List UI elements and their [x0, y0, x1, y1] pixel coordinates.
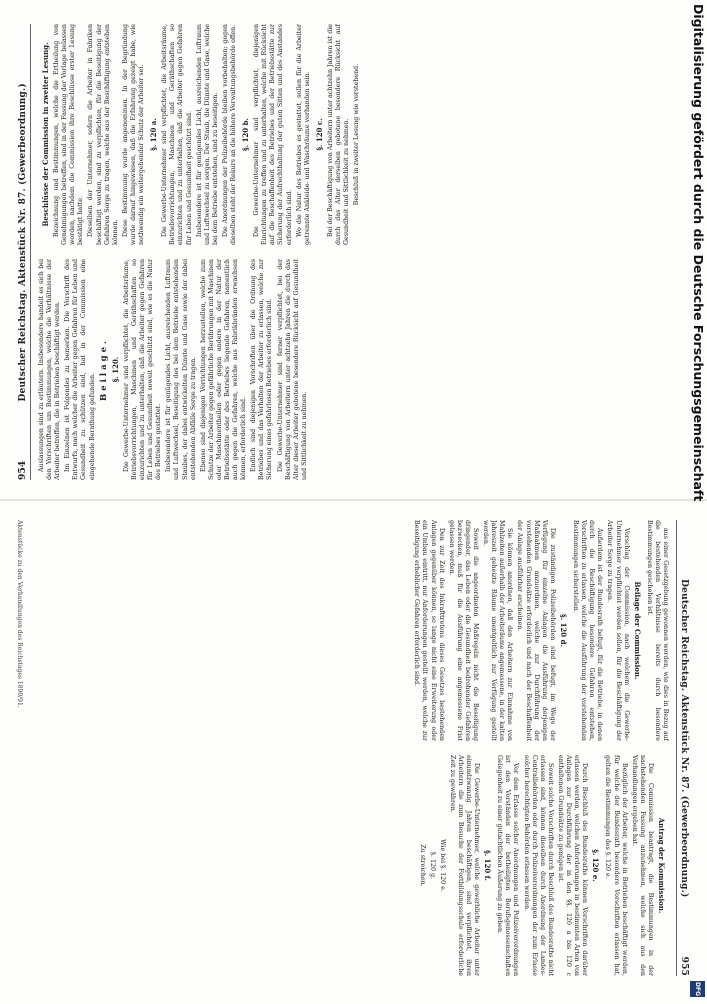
paragraph: Diese Bestimmung wurde angenommen. In der Begründung wurde darauf hingewiesen, daß die Erfahrung gezeigt habe, wie nothwendig ein weitergehender Schutz der Arbeiter sei.	[121, 24, 146, 245]
page-number: 955	[679, 956, 689, 976]
paragraph: Die Gewerbe-Unternehmer sind verpflichtet, die Arbeitsräume, Betriebsvorrichtungen, Maschinen und Geräthschaften so einzurichten und zu unterhalten, daß die Arbeiter gegen Gefahren für Leben und Gesundheit geschützt sind.	[161, 24, 193, 245]
section-heading: Beschlüsse der Commission in zweiter Lesung.	[41, 42, 50, 227]
section-heading: §. 120 f.	[483, 850, 493, 881]
text-column-2	[18, 755, 669, 976]
centered-line: Zu streichen.	[418, 844, 426, 887]
running-title: Deutscher Reichstag. Aktenstück Nr. 87. (Gewerbeordnung.)	[18, 83, 28, 402]
section-heading: §. 120 b.	[241, 118, 251, 151]
paragraph: Die Gewerbe-Unternehmer sind verpflichtet, diejenigen Einrichtungen zu treffen und zu unterhalten, welche mit Rücksicht auf die Beschaffenheit des Betriebes und der Betriebsstätte zur Sicherung der Aufrechthaltung der guten Sitten und des Anstandes erforderlich sind.	[253, 24, 293, 245]
paragraph: Insbesondere ist für genügendes Licht, ausreichenden Luftraum und Luftwechsel, Beseitigung des bei dem Betriebe entstehenden Staubes, der dabei entwickelten Dünste und Gase sowie der dabei entstehenden Abfälle Sorge zu tragen.	[165, 259, 197, 480]
section-heading: Antrag der Kommission.	[657, 817, 666, 914]
centered-line: §. 120 g.	[428, 851, 436, 880]
paragraph: Außerdem ist der Bundesrath befugt, für die Betriebe, in denen durch die Beschäftigung besondere Gefahren entstehen, Vorschriften zu erlassen, welche die Ausführung der vorstehenden Bestimmungen sicherstellen.	[572, 520, 604, 741]
paragraph: Die Gewerbe-Unternehmer, welche gewerbliche Arbeiter unter einundzwanzig Jahren beschäftigen, sind verpflichtet, ihren Arbeitern die zum Besuche der Fortbildungsschule erforderliche Zeit zu gewähren.	[448, 755, 481, 976]
paragraph: Die Commission beantragt, die Bestimmungen in der nachstehenden Fassung anzunehmen, welche sich aus den Verhandlungen ergeben hat.	[630, 755, 654, 976]
dfg-logo: DFG	[690, 981, 705, 997]
paragraph: Endlich sind diejenigen Vorschriften über die Ordnung des Betriebes und das Verhalten der Arbeiter zu erlassen, welche zur Sicherung eines gefahrlosen Betriebes erforderlich sind.	[250, 259, 274, 480]
paragraph: Die Anordnungen der Polizeibehörde bleiben vorbehalten; gegen dieselben steht der Rekurs an die höhere Verwaltungsbehörde offen.	[221, 24, 237, 245]
paragraph: Den zur Zeit des Inkrafttretens dieses Gesetzes bestehenden Anlagen gegenüber können, so lange nicht eine Erweiterung oder ein Umbau eintritt, nur Anforderungen gestellt werden, welche zur Beseitigung erheblicher Gefahren erforderlich sind.	[413, 520, 445, 741]
paragraph: Bezüglich der Arbeiter, welche in Betrieben beschäftigt werden, für welche der Bundesrath besondere Vorschriften erlassen hat, gelten die Bestimmungen des §. 120 e.	[604, 755, 628, 976]
section-heading: §. 120 c.	[314, 118, 324, 151]
page-header	[676, 520, 689, 976]
paragraph: Ebenso sind diejenigen Vorrichtungen herzustellen, welche zum Schutze der Arbeiter gegen gefährliche Berührungen mit Maschinen oder Maschinentheilen oder gegen andere in der Natur der Betriebsstätte oder des Betriebes liegende Gefahren, namentlich auch gegen die Gefahren, welche aus Fabrikbränden erwachsen können, erforderlich sind.	[199, 259, 248, 480]
section-heading: §. 120.	[110, 356, 120, 383]
section-heading: §. 120 a.	[149, 118, 159, 151]
text-column-2	[38, 24, 689, 245]
page-955	[0, 500, 707, 1000]
section-heading: §. 120 e.	[591, 849, 601, 882]
paragraph: Durch Beschluß des Bundesraths können Vorschriften darüber erlassen werden, welchen Anforderungen in bestimmten Arten von Anlagen zur Durchführung der in den §§. 120 a bis 120 c enthaltenen Grundsätze zu genügen ist.	[556, 755, 589, 976]
centered-line: Beschluß in zweiter Lesung wie vorstehend.	[353, 63, 361, 206]
section-title: Beilage.	[98, 338, 109, 401]
section-heading: Beilage der Commission.	[632, 581, 642, 680]
running-title: Deutscher Reichstag. Aktenstück Nr. 87. (Gewerbeordnung.)	[679, 579, 689, 898]
paragraph: Auslassungen sind zu erläutern. Insbesondere handelt es sich bei den Vorschriften um Bestimmungen, welche die Verhältnisse der Arbeiter betreffen, die in Betrieben beschäftigt werden.	[38, 259, 62, 480]
paragraph: Vor dem Erlasse solcher Anordnungen und Polizeiverordnungen ist den Vorständen der betheiligten Berufsgenossenschaften Gelegenheit zu einer gutachtlichen Äußerung zu geben.	[496, 755, 520, 976]
footnote: Aktenstücke zu den Verhandlungen des Reichstages 1890/91.	[16, 520, 23, 708]
page-number: 954	[18, 460, 28, 480]
paragraph: Die Gewerbe-Unternehmer sind ferner verpflichtet, bei der Beschäftigung von Arbeitern unter achtzehn Jahren die durch das Alter dieser Arbeiter gebotene besondere Rücksicht auf Gesundheit und Sittlichkeit zu nehmen.	[276, 259, 308, 480]
page-header	[18, 24, 31, 480]
paragraph: Dieselben der Unternehmer, sofern die Arbeiter in Fabriken beschäftigt werden, sind zu verpflichten, für die Beseitigung der Gefahren Sorge zu tragen, welche aus der Beschäftigung entstehen können.	[87, 24, 119, 245]
paragraph: Im Einzelnen ist Folgendes zu bemerken. Die Vorschrift des Entwurfs, nach welcher die Arbeiter gegen Gefahren für Leben und Gesundheit zu schützen sind, hat in der Commission eine eingehende Berathung gefunden.	[64, 259, 96, 480]
dfg-strip	[689, 0, 707, 1000]
paragraph: Die Gewerbe-Unternehmer sind verpflichtet, die Arbeitsräume, Betriebsvorrichtungen, Maschinen und Geräthschaften so einzurichten und zu unterhalten, daß die Arbeiter gegen Gefahren für Leben und Gesundheit soweit geschützt sind, wie es die Natur des Betriebes gestattet.	[122, 259, 163, 480]
paragraph: Vorschlag der Commission, nach welchem die Gewerbe-Unternehmer verpflichtet werden sollen, für die Beschäftigung der Arbeiter Sorge zu tragen.	[606, 520, 630, 741]
paragraph: Insbesondere ist für genügendes Licht, ausreichenden Luftraum und Luftwechsel zu sorgen. Der Staub, die Dünste und Gase, welche bei dem Betriebe entstehen, sind zu beseitigen.	[195, 24, 219, 245]
paragraph: Soweit die angeordneten Maßregeln nicht die Beseitigung dringender, das Leben oder die Gesundheit bedrohender Gefahren bezwecken, muß für die Ausführung eine angemessene Frist gelassen werden.	[447, 520, 480, 741]
centered-line: Wie bei §. 120 e.	[438, 839, 446, 892]
paragraph: Bei der Beschäftigung von Arbeitern unter achtzehn Jahren ist die durch das Alter derselben gebotene besondere Rücksicht auf Gesundheit und Sittlichkeit zu nehmen.	[326, 24, 351, 245]
paragraph: Soweit solche Vorschriften durch Beschluß des Bundesraths nicht erlassen sind, können dieselben durch Anordnung der Landes-Centralbehörden oder durch Polizeiverordnungen der zum Erlasse solcher berechtigten Behörden erlassen werden.	[522, 755, 554, 976]
dfg-credit-text: Digitalisierung gefördert durch die Deutsche Forschungsgemeinschaft	[691, 4, 706, 502]
paragraph: Bezeichnung und Bestimmungen, welche die Ertheilung von Genehmigungen betreffen, sind in der Fassung der Vorlage belassen worden, nachdem die Commission ihre Beschlüsse erster Lesung bestätigt hatte.	[53, 24, 85, 245]
paragraph: Die zuständigen Polizeibehörden sind befugt, im Wege der Verfügung für einzelne Anlagen die Ausführung derjenigen Maßnahmen anzuordnen, welche zur Durchführung der vorstehenden Grundsätze erforderlich und nach der Beschaffenheit der Anlage ausführbar erscheinen.	[516, 520, 556, 741]
paragraph: Wo die Natur des Betriebes es gestattet, sollen für die Arbeiter getrennte Ankleide- und Waschräume vorhanden sein.	[295, 24, 311, 245]
paragraph: aus einer Gesetzgebung gewonnen werden, wie dies in Bezug auf die bestehenden Verhältnisse bereits durch besondere Bestimmungen geschehen ist.	[645, 520, 669, 741]
page-954	[0, 0, 707, 500]
paragraph: Sie können anordnen, daß den Arbeitern zur Einnahme von Mahlzeiten außerhalb der Arbeitsräume angemessene, in der kalten Jahreszeit geheizte Räume unentgeltlich zur Verfügung gestellt werden.	[482, 520, 514, 741]
section-heading: §. 120 d.	[558, 614, 568, 647]
text-column-1	[38, 259, 689, 480]
text-column-1	[18, 520, 669, 741]
